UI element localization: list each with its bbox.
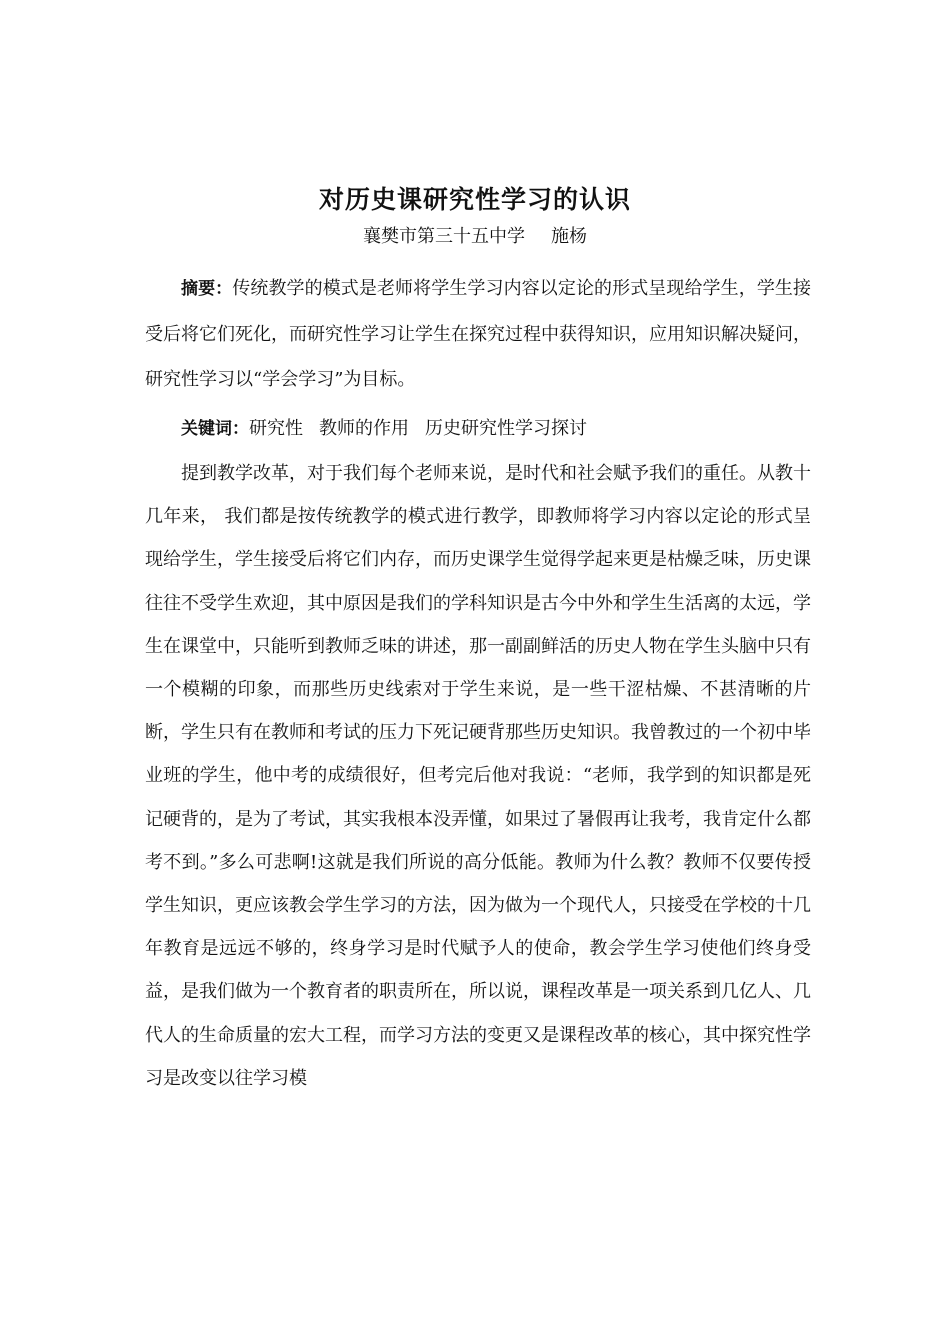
abstract-text: 传统教学的模式是老师将学生学习内容以定论的形式呈现给学生，学生接受后将它们死化，而研究性学习让学生在探究过程中获得知识，应用知识解决疑问，研究性学习以“学会学习”为目标。 — [145, 278, 811, 390]
keywords-label: 关键词： — [181, 419, 249, 439]
abstract-label: 摘要： — [181, 279, 233, 299]
keyword-item: 历史研究性学习探讨 — [425, 418, 587, 439]
keyword-item: 教师的作用 — [319, 418, 409, 439]
document-title: 对历史课研究性学习的认识 — [318, 185, 631, 214]
author-school: 襄樊市第三十五中学 — [363, 226, 525, 247]
author-line — [0, 224, 950, 250]
abstract-paragraph — [145, 266, 811, 402]
keywords-line — [181, 414, 811, 444]
keyword-item: 研究性 — [249, 418, 303, 439]
author-name: 施杨 — [551, 226, 587, 247]
body-paragraph: 提到教学改革，对于我们每个老师来说，是时代和社会赋予我们的重任。从教十几年来， 我们都是按传统教学的模式进行教学，即教师将学习内容以定论的形式呈现给学生，学生接受后将它们内存，而历史课学生觉得学起来更是枯燥乏味，历史课往往不受学生欢迎，其中原因是我们的学科知识是古今中外和学生生活离的太远，学生在课堂中，只能听到教师乏味的讲述，那一副副鲜活的历史人物在学生头脑中只有一个模糊的印象，而那些历史线索对于学生来说，是一些干涩枯燥、不甚清晰的片断，学生只有在教师和考试的压力下死记硬背那些历史知识。我曾教过的一个初中毕业班的学生，他中考的成绩很好，但考完后他对我说：“老师，我学到的知识都是死记硬背的，是为了考试，其实我根本没弄懂，如果过了暑假再让我考，我肯定什么都考不到。”多么可悲啊!这就是我们所说的高分低能。教师为什么教？教师不仅要传授学生知识，更应该教会学生学习的方法，因为做为一个现代人，只接受在学校的十几年教育是远远不够的，终身学习是时代赋予人的使命，教会学生学习使他们终身受益，是我们做为一个教育者的职责所在，所以说，课程改革是一项关系到几亿人、几代人的生命质量的宏大工程，而学习方法的变更又是课程改革的核心，其中探究性学习是改变以往学习模 — [145, 463, 811, 1089]
